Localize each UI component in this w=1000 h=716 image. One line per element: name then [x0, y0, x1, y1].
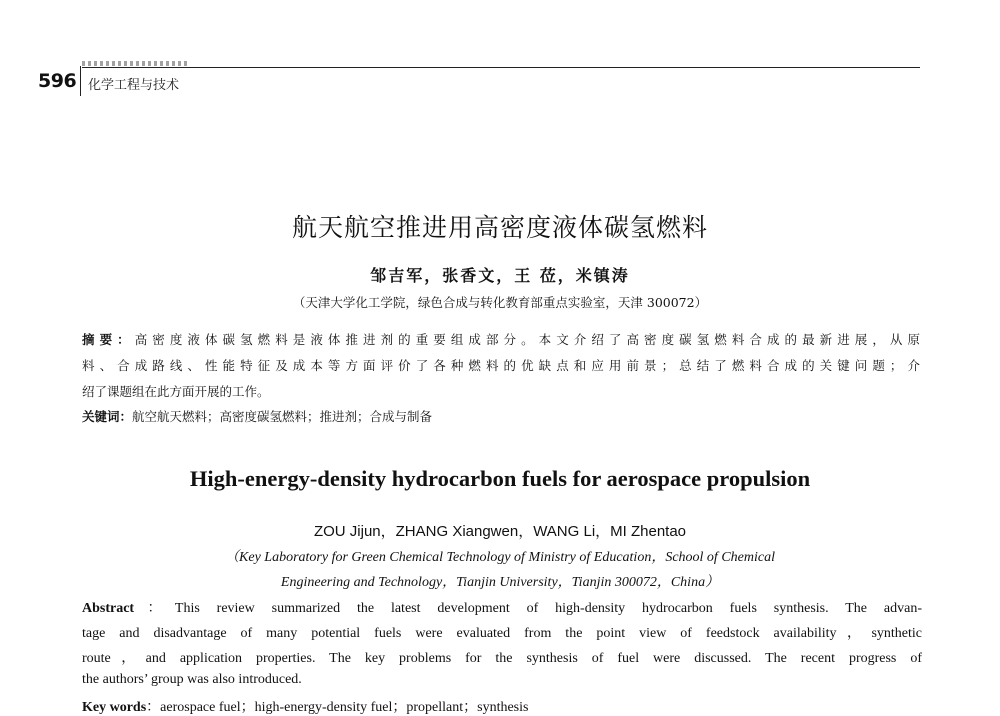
- english-keywords-text: ：aerospace fuel；high-energy-density fuel；propellant；synthesis: [146, 700, 529, 715]
- english-keywords-label: Key words: [82, 700, 147, 715]
- header-divider: [80, 66, 81, 96]
- english-affiliation-line: （Key Laboratory for Green Chemical Technology of Ministry of Education，School of Chemical: [225, 550, 775, 565]
- english-abstract-label: Abstract: [82, 601, 135, 616]
- header-rule: [82, 67, 920, 68]
- journal-name: 化学工程与技术: [88, 78, 180, 93]
- page-number: 596: [38, 70, 77, 92]
- chinese-keywords: [82, 407, 920, 425]
- english-affiliation-line: Engineering and Technology，Tianjin University，Tianjin 300072，China）: [280, 575, 720, 590]
- english-keywords: [82, 696, 922, 716]
- chinese-authors: 邹吉军，张香文，王 莅，米镇涛: [370, 266, 630, 285]
- english-abstract-line: tage and disadvantage of many potential fuels were evaluated from the point view of feedstock availability，synthetic: [82, 626, 922, 641]
- header-decoration: [82, 61, 187, 66]
- chinese-keywords-label: 关键词：: [82, 409, 133, 424]
- english-abstract-text: ：This review summarized the latest development of high-density hydrocarbon fuels synthesis. The advan-: [134, 601, 922, 616]
- chinese-abstract-line: 绍了课题组在此方面开展的工作。: [82, 384, 270, 399]
- chinese-abstract-line: [82, 330, 920, 348]
- english-abstract-line: the authors’ group was also introduced.: [82, 672, 302, 687]
- chinese-abstract-line: 料、合成路线、性能特征及成本等方面评价了各种燃料的优缺点和应用前景；总结了燃料合成的关键问题；介: [82, 358, 920, 373]
- chinese-affiliation: （天津大学化工学院，绿色合成与转化教育部重点实验室，天津 300072）: [292, 295, 708, 310]
- chinese-title: 航天航空推进用高密度液体碳氢燃料: [291, 213, 708, 242]
- english-authors: ZOU Jijun，ZHANG Xiangwen，WANG Li，MI Zhentao: [313, 523, 687, 540]
- chinese-keywords-text: 航空航天燃料；高密度碳氢燃料；推进剂；合成与制备: [132, 409, 433, 424]
- english-title: High-energy-density hydrocarbon fuels for aerospace propulsion: [189, 466, 811, 491]
- chinese-abstract-text: 高密度液体碳氢燃料是液体推进剂的重要组成部分。本文介绍了高密度碳氢燃料合成的最新进展，从原: [134, 332, 920, 347]
- english-abstract-line: route，and application properties. The key problems for the synthesis of fuel were discussed. The recent progress of: [82, 651, 922, 666]
- english-abstract-line: [82, 597, 922, 617]
- chinese-abstract-label: 摘要：: [82, 332, 135, 347]
